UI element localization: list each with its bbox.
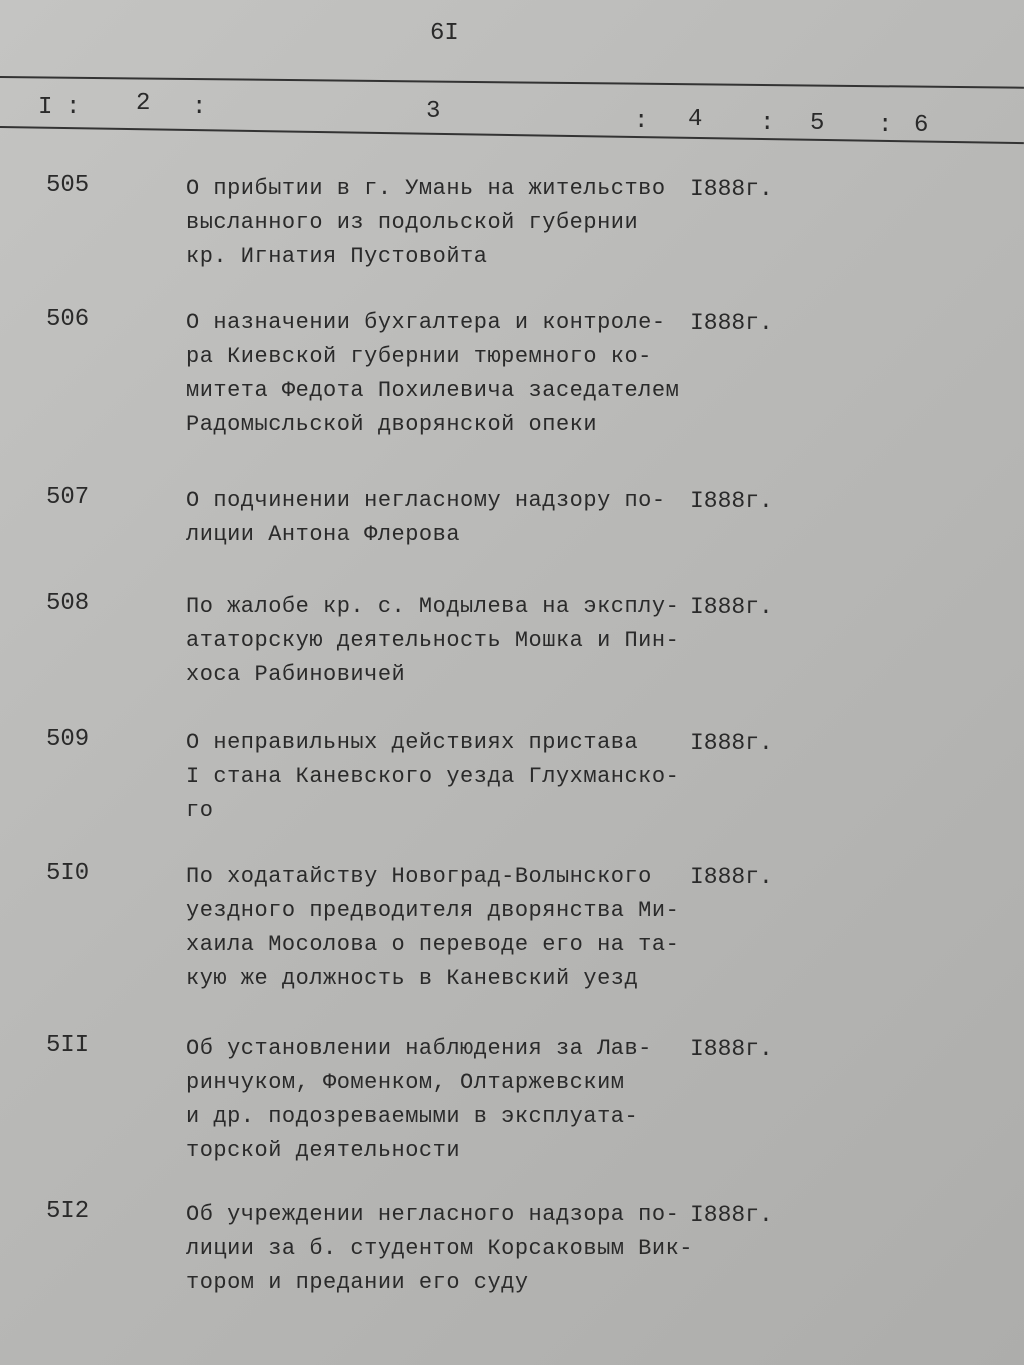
entry-year: I888г. [690,1036,773,1062]
entry-line: торской деятельности [186,1138,461,1163]
entry-number: 5II [46,1032,90,1059]
column-header-3: 3 [426,98,441,125]
column-separator: : [66,94,81,121]
column-separator: : [634,108,649,135]
entry-line: О назначении бухгалтера и контроле- [186,310,666,335]
entry-line: высланного из подольской губернии [186,210,639,235]
entry-line: По жалобе кр. с. Модылева на эксплу- [186,594,680,619]
entry-line: О прибытии в г. Умань на жительство [186,176,666,201]
entry-number: 507 [46,484,90,511]
entry-year: I888г. [690,594,773,620]
entry-line: митета Федота Похилевича заседателем [186,378,680,403]
column-header-2: 2 [136,90,151,117]
entry-number: 505 [46,172,90,199]
column-separator: : [192,94,207,121]
entry-line: Об учреждении негласного надзора по- [186,1202,680,1227]
entry-description [186,172,666,274]
entry-line: кр. Игнатия Пустовойта [186,244,488,269]
entry-line: лиции Антона Флерова [186,522,461,547]
column-header-5: 5 [810,110,825,137]
entry-line: го [186,798,214,823]
column-header-1: I [38,94,53,121]
entry-line: кую же должность в Каневский уезд [186,966,639,991]
entry-description [186,306,679,442]
entry-line: Об установлении наблюдения за Лав- [186,1036,652,1061]
entry-description [186,860,679,996]
header-top-rule [0,76,1024,89]
column-separator: : [878,112,893,139]
entry-line: уездного предводителя дворянства Ми- [186,898,680,923]
entry-line: тором и предании его суду [186,1270,529,1295]
column-separator: : [760,110,775,137]
column-header-6: 6 [914,112,929,139]
entry-number: 508 [46,590,90,617]
entry-number: 5I2 [46,1198,90,1225]
entry-line: ра Киевской губернии тюремного ко- [186,344,652,369]
entry-line: хаила Мосолова о переводе его на та- [186,932,680,957]
entry-year: I888г. [690,730,773,756]
entry-line: и др. подозреваемыми в эксплуата- [186,1104,639,1129]
entry-year: I888г. [690,488,773,514]
entry-line: I стана Каневского уезда Глухманско- [186,764,680,789]
entry-year: I888г. [690,864,773,890]
entry-number: 509 [46,726,90,753]
column-header-4: 4 [688,106,703,133]
entry-line: ринчуком, Фоменком, Олтаржевским [186,1070,625,1095]
entry-number: 506 [46,306,90,333]
entry-number: 5I0 [46,860,90,887]
entry-line: хоса Рабиновичей [186,662,406,687]
entry-year: I888г. [690,1202,773,1228]
page-number: 6I [430,20,459,47]
entry-line: лиции за б. студентом Корсаковым Вик- [186,1236,693,1261]
entry-year: I888г. [690,310,773,336]
entry-line: О подчинении негласному надзору по- [186,488,666,513]
entry-description [186,484,666,552]
entry-year: I888г. [690,176,773,202]
entry-line: Радомысльской дворянской опеки [186,412,598,437]
entry-description [186,1032,652,1168]
header-bottom-rule [0,126,1024,144]
entry-description [186,726,679,828]
entry-line: О неправильных действиях пристава [186,730,639,755]
entry-description [186,1198,693,1300]
entry-line: По ходатайству Новоград-Волынского [186,864,652,889]
entry-line: ататорскую деятельность Мошка и Пин- [186,628,680,653]
entry-description [186,590,679,692]
